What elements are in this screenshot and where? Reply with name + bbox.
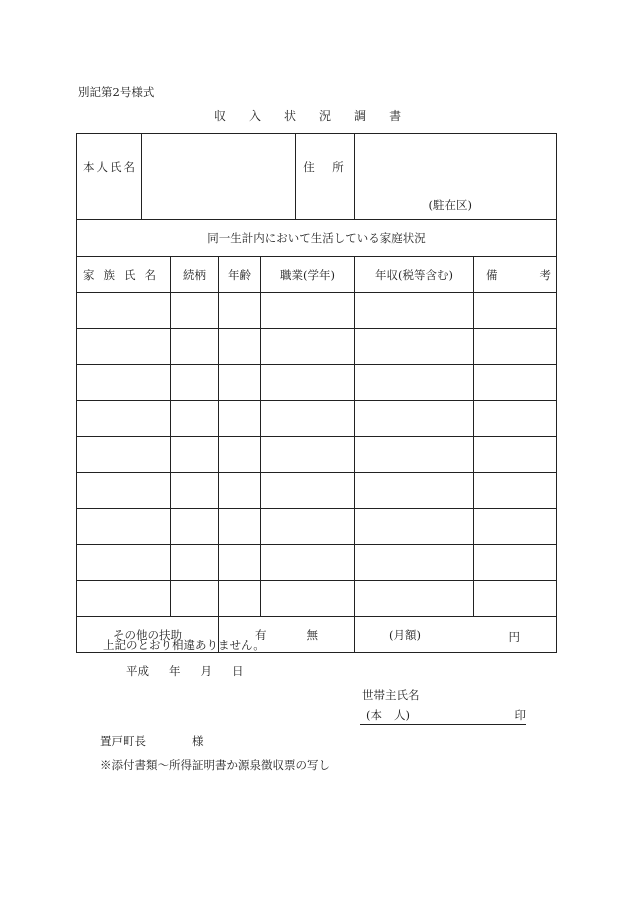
occupation-cell[interactable] [261,365,355,401]
self-label-char: 人) [394,708,410,722]
column-header-row [77,257,557,293]
remarks-cell[interactable] [474,473,557,509]
address-field[interactable] [355,134,557,220]
table-row [77,545,557,581]
name-field[interactable] [142,134,296,220]
relation-cell[interactable] [171,545,219,581]
monthly-label: (月額) [389,627,421,642]
title-char: 調 [354,109,367,123]
remarks-cell[interactable] [474,293,557,329]
occupation-cell[interactable] [261,581,355,617]
income-cell[interactable] [355,581,474,617]
family-name-cell[interactable] [77,437,171,473]
title-char: 入 [249,109,262,123]
yen-unit: 円 [508,630,521,644]
remarks-cell[interactable] [474,509,557,545]
income-cell[interactable] [355,293,474,329]
col-family-name-char: 名 [144,267,156,282]
name-label: 本人氏名 [77,134,142,220]
month-label: 月 [200,664,212,678]
table-row [77,329,557,365]
relation-cell[interactable] [171,293,219,329]
relation-cell[interactable] [171,365,219,401]
income-status-table [76,133,557,653]
col-remarks-char: 備 [486,267,498,282]
address-label: 住 所 [296,134,355,220]
col-family-name-char: 家 [83,267,95,282]
family-name-cell[interactable] [77,545,171,581]
occupation-cell[interactable] [261,329,355,365]
col-remarks-char: 考 [539,267,551,282]
title-char: 収 [214,109,227,123]
col-income: 年収(税等含む) [355,257,474,293]
date-line [126,666,264,678]
family-name-cell[interactable] [77,365,171,401]
section-row [77,220,557,257]
household-rows [77,293,557,617]
form-number: 別記第2号様式 [78,85,155,99]
householder-signature-line[interactable] [360,710,526,725]
table-row [77,401,557,437]
table-row [77,581,557,617]
station-note: (駐在区) [428,198,473,212]
col-family-name [77,257,171,293]
table-row [77,509,557,545]
age-cell[interactable] [219,509,261,545]
title-char: 況 [319,109,332,123]
relation-cell[interactable] [171,473,219,509]
seal-mark: 印 [514,708,526,722]
householder-label: 世帯主氏名 [362,688,420,702]
remarks-cell[interactable] [474,545,557,581]
family-name-cell[interactable] [77,581,171,617]
attachment-note: ※添付書類～所得証明書か源泉徴収票の写し [100,758,330,772]
relation-cell[interactable] [171,509,219,545]
table-row [77,437,557,473]
income-cell[interactable] [355,509,474,545]
honorific: 様 [192,734,204,748]
family-name-cell[interactable] [77,509,171,545]
income-cell[interactable] [355,365,474,401]
occupation-cell[interactable] [261,509,355,545]
remarks-cell[interactable] [474,401,557,437]
income-cell[interactable] [355,545,474,581]
col-age: 年齢 [219,257,261,293]
addressee-line [100,736,204,748]
monthly-amount-field[interactable] [355,617,557,653]
no-option[interactable]: 無 [306,627,318,642]
age-cell[interactable] [219,365,261,401]
self-label-char: (本 [366,708,382,722]
title-char: 状 [284,109,297,123]
addressee: 置戸町長 [100,734,146,748]
title-char: 書 [389,109,402,123]
year-label: 年 [169,664,181,678]
occupation-cell[interactable] [261,545,355,581]
col-occupation: 職業(学年) [261,257,355,293]
household-section-title: 同一生計内において生活している家庭状況 [77,220,557,257]
declaration-statement: 上記のとおり相違ありません。 [103,638,265,652]
occupation-cell[interactable] [261,401,355,437]
relation-cell[interactable] [171,401,219,437]
age-cell[interactable] [219,293,261,329]
occupation-cell[interactable] [261,473,355,509]
income-cell[interactable] [355,329,474,365]
family-name-cell[interactable] [77,329,171,365]
remarks-cell[interactable] [474,329,557,365]
age-cell[interactable] [219,545,261,581]
other-support-label: その他の扶助 [77,617,219,653]
relation-cell[interactable] [171,329,219,365]
family-name-cell[interactable] [77,473,171,509]
table-row [77,365,557,401]
col-relation: 続柄 [171,257,219,293]
family-name-cell[interactable] [77,293,171,329]
table-row [77,293,557,329]
col-remarks [474,257,557,293]
income-cell[interactable] [355,401,474,437]
age-cell[interactable] [219,581,261,617]
occupation-cell[interactable] [261,437,355,473]
age-cell[interactable] [219,437,261,473]
age-cell[interactable] [219,473,261,509]
applicant-row [77,134,557,220]
remarks-cell[interactable] [474,437,557,473]
age-cell[interactable] [219,401,261,437]
era-label: 平成 [126,664,149,678]
col-family-name-char: 族 [103,267,115,282]
remarks-cell[interactable] [474,365,557,401]
relation-cell[interactable] [171,437,219,473]
income-cell[interactable] [355,437,474,473]
self-label [366,708,422,722]
table-row [77,473,557,509]
col-family-name-char: 氏 [124,267,136,282]
remarks-cell[interactable] [474,581,557,617]
relation-cell[interactable] [171,581,219,617]
family-name-cell[interactable] [77,401,171,437]
age-cell[interactable] [219,329,261,365]
yes-option[interactable]: 有 [255,627,267,642]
form-title [214,110,424,122]
income-cell[interactable] [355,473,474,509]
occupation-cell[interactable] [261,293,355,329]
day-label: 日 [232,664,244,678]
